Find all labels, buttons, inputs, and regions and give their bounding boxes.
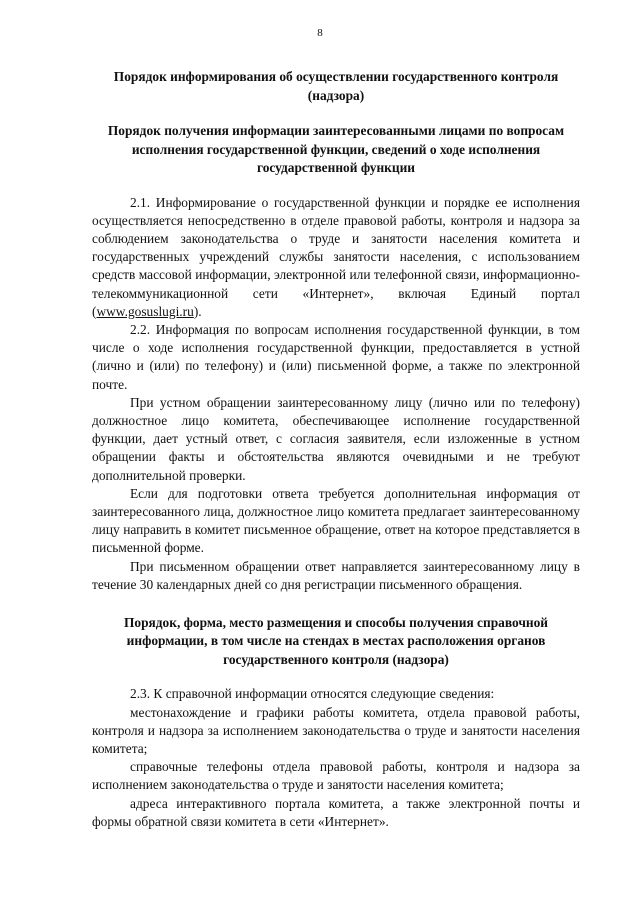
section-title-informing: Порядок информирования об осуществлении государственного контроля (надзора) (113, 69, 559, 103)
paragraph-phones: справочные телефоны отдела правовой работы, контроля и надзора за исполнением законодательства о труде и занятости населения комитета; (92, 759, 580, 793)
document-body (92, 68, 580, 831)
paragraph-portal-addresses: адреса интерактивного портала комитета, а также электронной почты и формы обратной связи комитета в сети «Интернет». (92, 795, 580, 829)
section-subtitle-obtaining-info: Порядок получения информации заинтересованными лицами по вопросам исполнения государственной функции, сведений о ходе исполнения государственной функции (107, 123, 565, 175)
paragraph-oral-request: При устном обращении заинтересованному лицу (лично или по телефону) должностное лицо комитета, обеспечивающее исполнение государственной функции, дает устный ответ, с согласия заявителя, если изложенные в устном обращении факты и обстоятельства являются очевидными и не требуют дополнительной проверки. (92, 394, 580, 483)
gosuslugi-link[interactable]: www.gosuslugi.ru (96, 303, 194, 319)
paragraph-2-3: 2.3. К справочной информации относятся следующие сведения: (130, 686, 495, 702)
paragraph-written-request: При письменном обращении ответ направляется заинтересованному лицу в течение 30 календарных дней со дня регистрации письменного обращения. (92, 558, 580, 592)
paragraph-2-1 (92, 194, 580, 321)
paragraph-2-1-end: ). (193, 303, 202, 319)
paragraph-2-2: 2.2. Информация по вопросам исполнения государственной функции, в том числе о ходе исполнения государственной функции, предоставляется в устной (лично и (или) по телефону) и (или) письменной форме, а также по электронной почте. (92, 321, 580, 392)
section-title-reference-info: Порядок, форма, место размещения и способы получения справочной информации, в том числе на стендах в местах расположения органов государственного контроля (надзора) (123, 614, 549, 667)
page-number: 8 (317, 27, 323, 39)
paragraph-additional-info: Если для подготовки ответа требуется дополнительная информация от заинтересованного лица, должностное лицо комитета предлагает заинтересованному лицу направить в комитет письменное обращение, ответ на которое представляется в письменной форме. (92, 485, 580, 556)
paragraph-2-1-text: 2.1. Информирование о государственной функции и порядке ее исполнения осуществляется непосредственно в отделе правовой работы, контроля и надзора за соблюдением законодательства о труде и занятости населения комитета и государственных учреждений службы занятости населения, с использованием средств массовой информации, электронной или телефонной связи, информационно-телекоммуникационной сети «Интернет», включая Единый портал ( (92, 194, 580, 319)
paragraph-location-schedule: местонахождение и графики работы комитета, отдела правовой работы, контроля и надзора за исполнением законодательства о труде и занятости населения комитета; (92, 704, 580, 757)
